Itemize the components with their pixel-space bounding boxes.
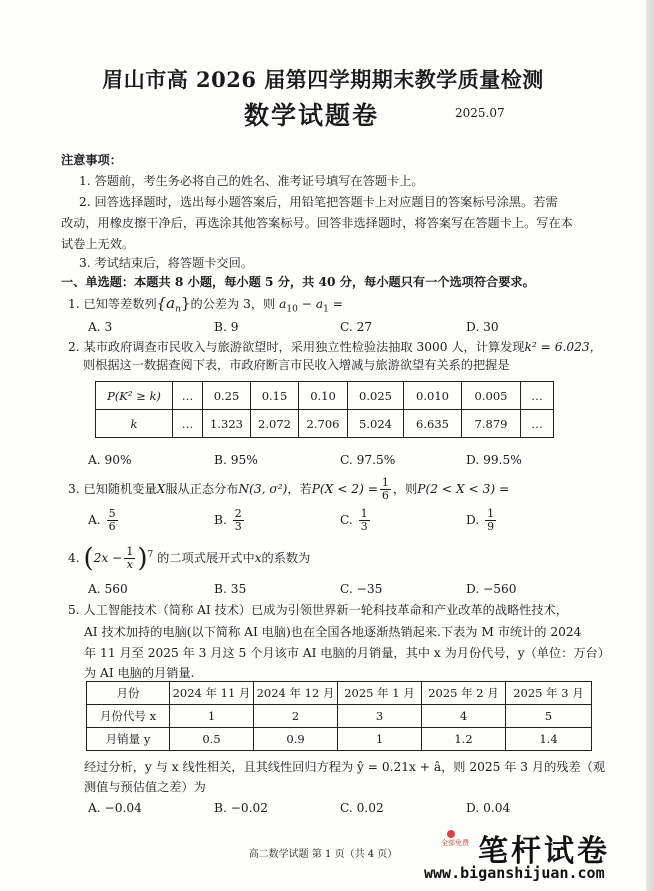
table-row (87, 705, 592, 728)
table-header: 2025 年 3 月 (506, 682, 592, 705)
table-cell: 7.879 (462, 410, 521, 438)
table-header: 2025 年 1 月 (338, 682, 422, 705)
q5-option-a: A. −0.04 (88, 801, 142, 815)
brand-url[interactable]: www.biganshijuan.com (424, 864, 605, 882)
brand-tag: 全部免费 (441, 839, 469, 847)
table-cell: P(K² ≥ k) (96, 382, 173, 410)
exam-title: 眉山市高 2026 届第四学期期末教学质量检测 (102, 67, 544, 92)
question-5-line4: 为 AI 电脑的月销量. (84, 666, 195, 680)
table-row (87, 728, 592, 751)
q1-option-a: A. 3 (88, 320, 113, 334)
table-row (96, 382, 554, 410)
q3-option-b: B. $\frac{2}{3}$ (214, 507, 242, 533)
notice-item-1: 1. 答题前，考生务必将自己的姓名、准考证号填写在答题卡上。 (79, 174, 424, 188)
question-3: 3. 已知随机变量X服从正态分布N(3, σ²)，若P(X < 2) = $\frac{1}{6}$ ，则P(2 < X < 3) = (68, 476, 510, 502)
table-row (96, 410, 554, 438)
exam-subtitle: 数学试题卷 (244, 101, 380, 130)
sales-table (86, 681, 592, 751)
table-cell: … (173, 410, 203, 438)
brand-name: 笔杆试卷 (478, 834, 610, 869)
table-cell: 1 (170, 705, 254, 728)
table-cell: 月份代号 x (87, 705, 170, 728)
fraction: $\frac{1}{x}$ (126, 545, 134, 571)
question-5-after1: 经过分析，y 与 x 线性相关，且其线性回归方程为 ŷ = 0.21x + â，则 2025 年 3 月的残差（观 (84, 760, 606, 774)
q5-option-c: C. 0.02 (340, 801, 384, 815)
table-cell: 0.010 (404, 382, 462, 410)
table-cell: 0.25 (203, 382, 251, 410)
page-edge (646, 0, 654, 891)
table-cell: 4 (422, 705, 506, 728)
q4-option-d: D. −560 (466, 582, 517, 596)
table-header: 2025 年 2 月 (422, 682, 506, 705)
table-header: 月份 (87, 682, 170, 705)
table-header: 2024 年 11 月 (170, 682, 254, 705)
q3-option-a: A. $\frac{5}{6}$ (88, 507, 116, 533)
question-5-line1: 5. 人工智能技术（简称 AI 技术）已成为引领世界新一轮科技革命和产业改革的战略性技术， (68, 603, 568, 617)
exam-date: 2025.07 (455, 106, 505, 120)
q3-option-c: C. $\frac{1}{3}$ (340, 507, 368, 533)
question-2-line1: 2. 某市政府调查市民收入与旅游欲望时，采用独立性检验法抽取 3000 人，计算发现k² = 6.023， (68, 340, 602, 354)
table-cell: 1.4 (506, 728, 592, 751)
brand-logo-icon (447, 830, 455, 838)
table-header: 2024 年 12 月 (254, 682, 338, 705)
q4-option-a: A. 560 (88, 582, 128, 596)
q1-option-c: C. 27 (340, 320, 373, 334)
critical-value-table (95, 381, 554, 438)
table-cell: … (173, 382, 203, 410)
table-cell: 0.15 (251, 382, 299, 410)
table-row (87, 682, 592, 705)
question-5-line2: AI 技术加持的电脑(以下简称 AI 电脑)也在全国各地逐渐热销起来.下表为 M 市统计的 2024 (84, 625, 582, 639)
table-cell: 1.2 (422, 728, 506, 751)
q2-option-d: D. 99.5% (466, 453, 522, 467)
q2-option-b: B. 95% (214, 453, 258, 467)
notice-item-2-cont: 改动，用橡皮擦干净后，再选涂其他答案标号。回答非选择题时，将答案写在答题卡上。写在本 (61, 216, 573, 230)
notice-heading: 注意事项： (61, 153, 122, 167)
q5-option-d: D. 0.04 (466, 801, 511, 815)
notice-item-2: 2. 回答选择题时，选出每小题答案后，用铅笔把答题卡上对应题目的答案标号涂黑。若需 (79, 195, 558, 209)
table-cell: 0.5 (170, 728, 254, 751)
q5-option-b: B. −0.02 (214, 801, 269, 815)
q4-option-c: C. −35 (340, 582, 383, 596)
table-cell: … (521, 382, 554, 410)
fraction: $\frac{1}{6}$ (381, 476, 389, 502)
table-cell: 2 (254, 705, 338, 728)
question-1: 1. 已知等差数列$\{a_n\}$的公差为 3，则 $a_{10} - a_1$ = (68, 294, 343, 315)
notice-item-2-end: 试卷上无效。 (61, 237, 135, 251)
table-cell: 2.706 (299, 410, 348, 438)
table-cell: 1 (338, 728, 422, 751)
table-cell: 1.323 (203, 410, 251, 438)
notice-item-3: 3. 考试结束后，将答题卡交回。 (79, 256, 253, 270)
table-cell: … (521, 410, 554, 438)
question-2-line2: 则根据这一数据查阅下表，市政府断言市民收入增减与旅游欲望有关系的把握是 (83, 358, 510, 372)
q2-option-a: A. 90% (88, 453, 132, 467)
q1-option-d: D. 30 (466, 320, 499, 334)
q2-option-c: C. 97.5% (340, 453, 396, 467)
table-cell: 2.072 (251, 410, 299, 438)
table-cell: 5.024 (348, 410, 404, 438)
question-4: 4. (2x − $\frac{1}{x}$ )$^7$ 的二项式展开式中x的系数为 (68, 543, 311, 574)
q3-option-d: D. $\frac{1}{9}$ (466, 507, 495, 533)
q4-option-b: B. 35 (214, 582, 247, 596)
table-cell: 3 (338, 705, 422, 728)
page-footer: 高二数学试题 第 1 页（共 4 页） (248, 849, 398, 860)
table-cell: 5 (506, 705, 592, 728)
table-cell: 0.9 (254, 728, 338, 751)
table-cell: 6.635 (404, 410, 462, 438)
table-cell: 0.005 (462, 382, 521, 410)
question-5-after2: 测值与预估值之差）为 (84, 780, 206, 794)
question-5-line3: 年 11 月至 2025 年 3 月这 5 个月该市 AI 电脑的月销量，其中 x 为月份代号，y（单位：万台） (84, 646, 610, 660)
section-heading: 一、单选题：本题共 8 小题，每小题 5 分，共 40 分，每小题只有一个选项符合要求。 (61, 275, 535, 289)
table-cell: 0.025 (348, 382, 404, 410)
table-cell: 0.10 (299, 382, 348, 410)
table-cell: k (96, 410, 173, 438)
table-cell: 月销量 y (87, 728, 170, 751)
q1-option-b: B. 9 (214, 320, 239, 334)
